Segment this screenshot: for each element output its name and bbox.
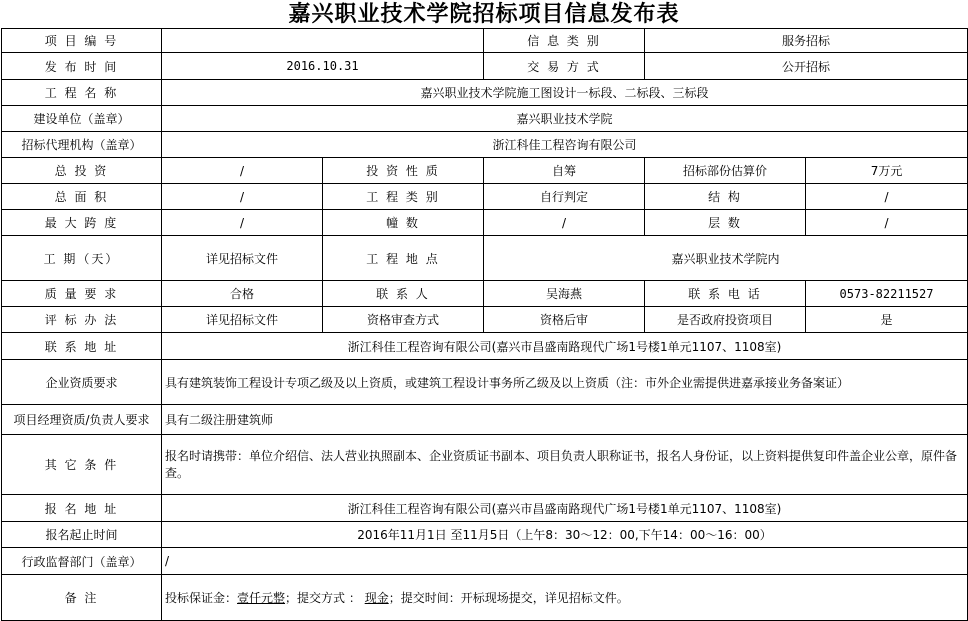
table-row bbox=[2, 106, 968, 132]
value-other-conditions: 报名时请携带：单位介绍信、法人营业执照副本、企业资质证书副本、项目负责人职称证书，报名人身份证，以上资料提供复印件盖企业公章，原件备查。 bbox=[162, 435, 968, 495]
value-qualification: 具有建筑装饰工程设计专项乙级及以上资质，或建筑工程设计事务所乙级及以上资质（注：市外企业需提供进嘉承接业务备案证） bbox=[162, 360, 968, 405]
value-contact-person: 吴海燕 bbox=[484, 281, 645, 307]
label-location: 工 程 地 点 bbox=[323, 236, 484, 281]
table-row bbox=[2, 184, 968, 210]
label-registration-period: 报名起止时间 bbox=[2, 522, 162, 548]
table-row bbox=[2, 53, 968, 80]
value-supervision-dept: / bbox=[162, 548, 968, 575]
value-project-type: 自行判定 bbox=[484, 184, 645, 210]
table-row bbox=[2, 80, 968, 106]
label-qualification: 企业资质要求 bbox=[2, 360, 162, 405]
value-publish-time: 2016.10.31 bbox=[162, 53, 484, 80]
value-project-name: 嘉兴职业技术学院施工图设计一标段、二标段、三标段 bbox=[162, 80, 968, 106]
table-row bbox=[2, 281, 968, 307]
label-remarks: 备 注 bbox=[2, 575, 162, 621]
table-row bbox=[2, 132, 968, 158]
remarks-time-text: ；提交时间：开标现场提交，详见招标文件。 bbox=[388, 591, 629, 605]
remarks-deposit-label: 投标保证金： bbox=[165, 591, 238, 605]
value-duration: 详见招标文件 bbox=[162, 236, 323, 281]
table-row bbox=[2, 435, 968, 495]
label-building-count: 幢 数 bbox=[323, 210, 484, 236]
label-review-method: 资格审查方式 bbox=[323, 307, 484, 333]
label-total-area: 总 面 积 bbox=[2, 184, 162, 210]
remarks-deposit-amount: 壹仟元整 bbox=[237, 591, 286, 605]
label-project-name: 工 程 名 称 bbox=[2, 80, 162, 106]
value-registration-address: 浙江科佳工程咨询有限公司(嘉兴市昌盛南路现代广场1号楼1单元1107、1108室) bbox=[162, 495, 968, 522]
label-registration-address: 报 名 地 址 bbox=[2, 495, 162, 522]
value-contact-phone: 0573-82211527 bbox=[806, 281, 968, 307]
value-registration-period: 2016年11月1日 至11月5日（上午8：30～12：00,下午14：00～16：00） bbox=[162, 522, 968, 548]
value-evaluation-method: 详见招标文件 bbox=[162, 307, 323, 333]
label-contact-person: 联 系 人 bbox=[323, 281, 484, 307]
label-quality: 质 量 要 求 bbox=[2, 281, 162, 307]
label-max-span: 最 大 跨 度 bbox=[2, 210, 162, 236]
label-info-category: 信 息 类 别 bbox=[484, 29, 645, 53]
remarks-method-value: 现金 bbox=[364, 591, 389, 605]
label-estimated-price: 招标部份估算价 bbox=[645, 158, 806, 184]
label-builder: 建设单位（盖章） bbox=[2, 106, 162, 132]
value-location: 嘉兴职业技术学院内 bbox=[484, 236, 968, 281]
table-row bbox=[2, 210, 968, 236]
value-remarks bbox=[162, 575, 968, 621]
value-builder: 嘉兴职业技术学院 bbox=[162, 106, 968, 132]
value-review-method: 资格后审 bbox=[484, 307, 645, 333]
value-government-investment: 是 bbox=[806, 307, 968, 333]
value-building-count: / bbox=[484, 210, 645, 236]
table-row bbox=[2, 158, 968, 184]
table-row bbox=[2, 333, 968, 360]
table-row bbox=[2, 29, 968, 53]
value-project-number bbox=[162, 29, 484, 53]
table-row bbox=[2, 405, 968, 435]
label-investment-nature: 投 资 性 质 bbox=[323, 158, 484, 184]
label-publish-time: 发 布 时 间 bbox=[2, 53, 162, 80]
value-investment-nature: 自筹 bbox=[484, 158, 645, 184]
label-structure: 结 构 bbox=[645, 184, 806, 210]
table-row bbox=[2, 522, 968, 548]
label-project-number: 项 目 编 号 bbox=[2, 29, 162, 53]
label-duration: 工 期（天） bbox=[2, 236, 162, 281]
value-quality: 合格 bbox=[162, 281, 323, 307]
value-estimated-price: 7万元 bbox=[806, 158, 968, 184]
value-max-span: / bbox=[162, 210, 323, 236]
label-agency: 招标代理机构（盖章） bbox=[2, 132, 162, 158]
remarks-method-label: ；提交方式 ： bbox=[285, 591, 361, 605]
value-agency: 浙江科佳工程咨询有限公司 bbox=[162, 132, 968, 158]
value-total-investment: / bbox=[162, 158, 323, 184]
table-row bbox=[2, 236, 968, 281]
label-trade-method: 交 易 方 式 bbox=[484, 53, 645, 80]
label-floor-count: 层 数 bbox=[645, 210, 806, 236]
value-info-category: 服务招标 bbox=[645, 29, 968, 53]
label-contact-phone: 联 系 电 话 bbox=[645, 281, 806, 307]
value-floor-count: / bbox=[806, 210, 968, 236]
value-trade-method: 公开招标 bbox=[645, 53, 968, 80]
table-row bbox=[2, 548, 968, 575]
value-manager-requirement: 具有二级注册建筑师 bbox=[162, 405, 968, 435]
label-evaluation-method: 评 标 办 法 bbox=[2, 307, 162, 333]
label-supervision-dept: 行政监督部门（盖章） bbox=[2, 548, 162, 575]
table-row bbox=[2, 360, 968, 405]
label-contact-address: 联 系 地 址 bbox=[2, 333, 162, 360]
value-contact-address: 浙江科佳工程咨询有限公司(嘉兴市昌盛南路现代广场1号楼1单元1107、1108室) bbox=[162, 333, 968, 360]
info-table bbox=[1, 28, 968, 621]
table-row bbox=[2, 575, 968, 621]
page-title: 嘉兴职业技术学院招标项目信息发布表 bbox=[288, 1, 680, 27]
label-other-conditions: 其 它 条 件 bbox=[2, 435, 162, 495]
table-row bbox=[2, 307, 968, 333]
label-project-type: 工 程 类 别 bbox=[323, 184, 484, 210]
table-row bbox=[2, 495, 968, 522]
label-total-investment: 总 投 资 bbox=[2, 158, 162, 184]
value-structure: / bbox=[806, 184, 968, 210]
label-manager-requirement: 项目经理资质/负责人要求 bbox=[2, 405, 162, 435]
label-government-investment: 是否政府投资项目 bbox=[645, 307, 806, 333]
value-total-area: / bbox=[162, 184, 323, 210]
